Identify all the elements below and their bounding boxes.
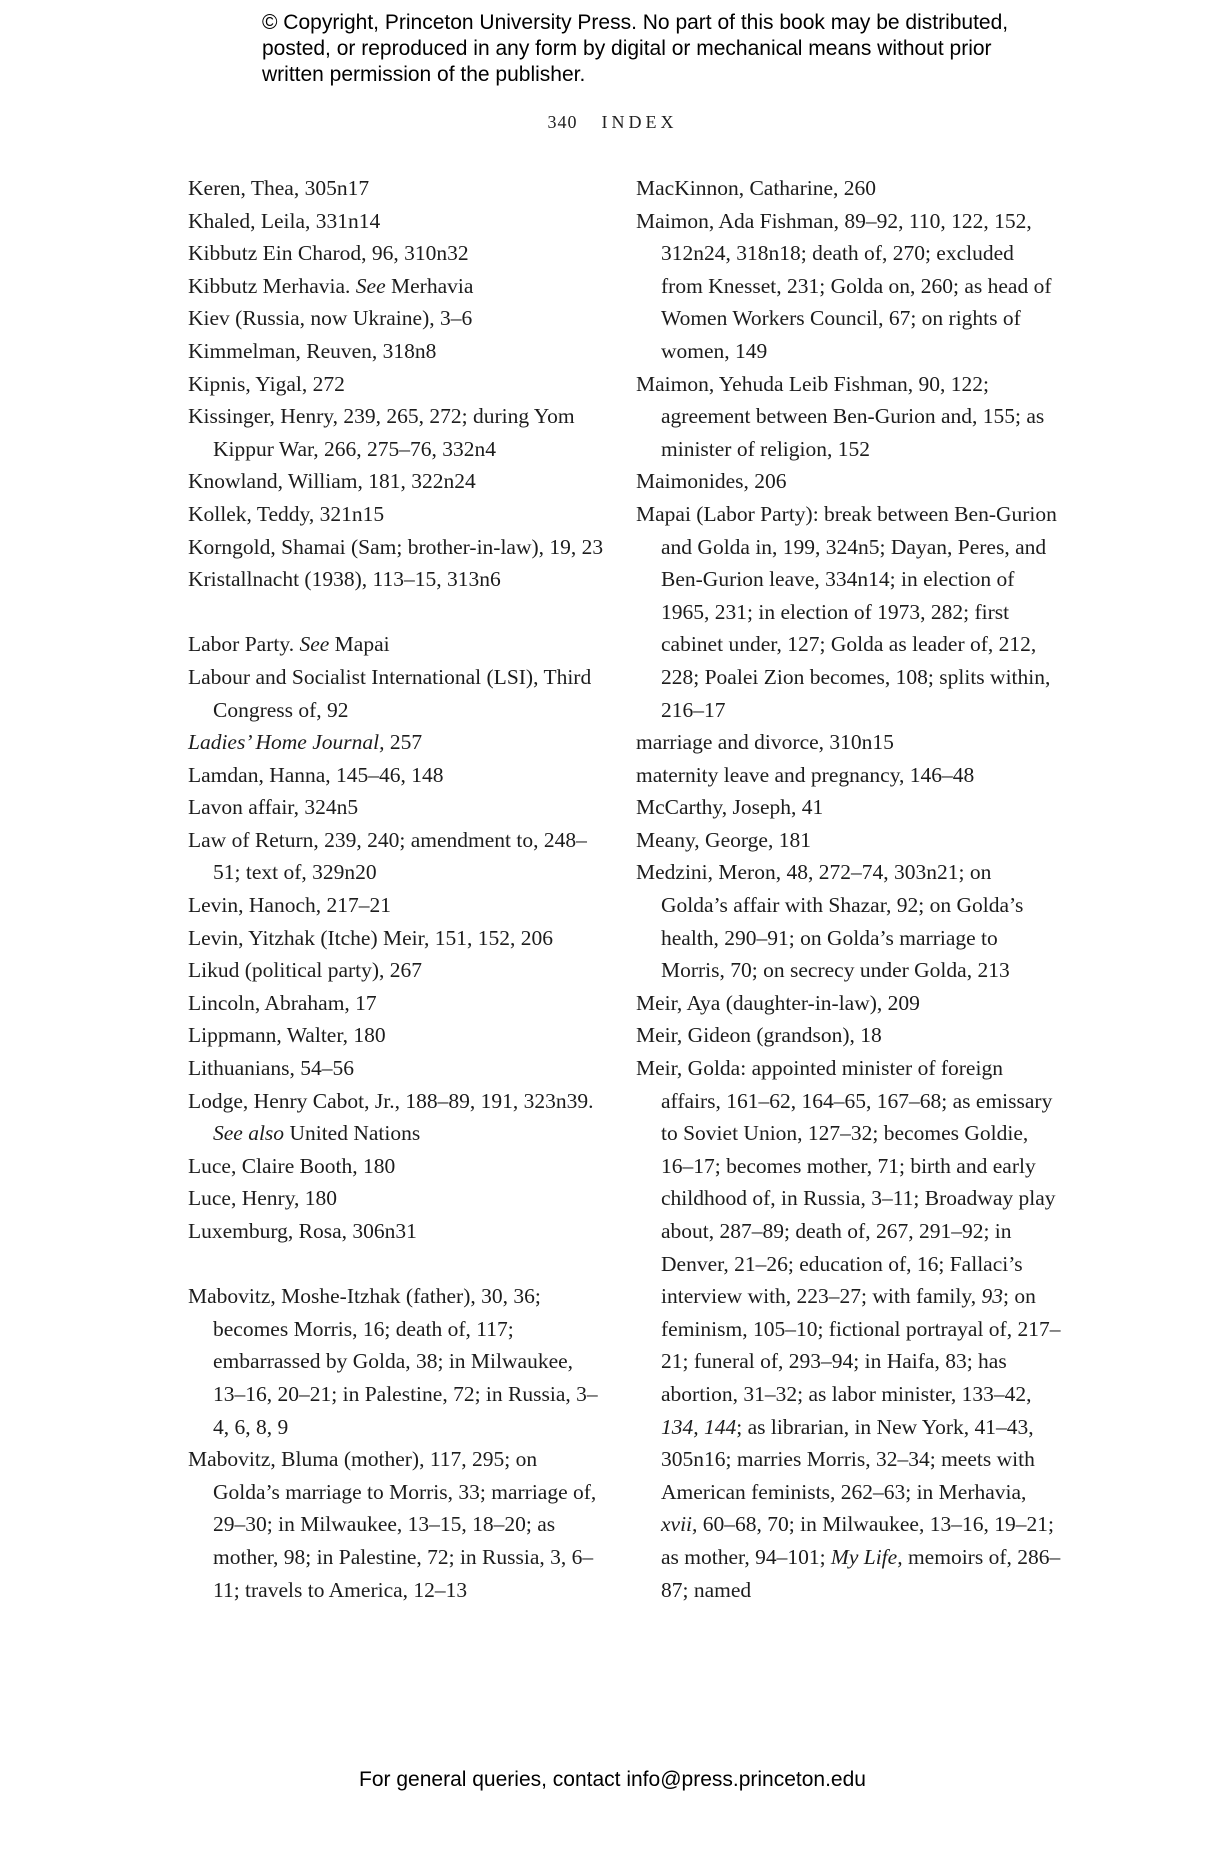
index-entry-text: United Nations — [284, 1121, 421, 1146]
index-entry: Levin, Hanoch, 217–21 — [188, 893, 392, 918]
index-entry: Kollek, Teddy, 321n15 — [188, 501, 385, 526]
index-entry: Luxemburg, Rosa, 306n31 — [188, 1219, 417, 1243]
index-entry: maternity leave and pregnancy, 146–48 — [636, 762, 975, 787]
footer-contact: For general queries, contact info@press.princeton.edu — [359, 1768, 866, 1791]
index-entry-text: Meir, Golda: appointed minister of foreign affairs, 161–62, 164–65, 167–68; as emissary to Soviet Union, 127–32; becomes Goldie, 16–17; becomes mother, 71; birth and early childhood of, in Russia, 3–11; Broadway play about, 287–89; death of, 267, 291–92; in Denver, 21–26; education of, 16; Fallaci’s interview with, 223–27; with family, — [636, 1056, 1056, 1309]
index-column-left — [188, 172, 608, 1606]
index-entry-text: Labor Party. — [188, 632, 300, 657]
index-entry-italic: 134, 144 — [661, 1414, 737, 1439]
index-entry-italic: See — [355, 273, 386, 298]
index-entry-text: ; as librarian, in New York, 41–43, 305n16; marries Morris, 32–34; meets with American feminists, 262–63; in Merhavia, — [661, 1414, 1035, 1504]
index-entry-italic: See also — [213, 1121, 285, 1146]
index-entry: Medzini, Meron, 48, 272–74, 303n21; on Golda’s affair with Shazar, 92; on Golda’s health, 290–91; on Golda’s marriage to Morris, 70; on secrecy under Golda, 213 — [636, 860, 1024, 983]
index-entry: MacKinnon, Catharine, 260 — [636, 176, 877, 200]
index-entry-text: ; on feminism, 105–10; fictional portrayal of, 217–21; funeral of, 293–94; in Haifa, 83; has abortion, 31–32; as labor minister, 133–42, — [661, 1284, 1061, 1406]
index-entry-text: Lodge, Henry Cabot, Jr., 188–89, 191, 323n39. — [188, 1088, 594, 1113]
index-entry: Law of Return, 239, 240; amendment to, 248–51; text of, 329n20 — [188, 827, 587, 885]
index-entry-text: Merhavia — [385, 273, 474, 298]
index-entry: Kimmelman, Reuven, 318n8 — [188, 338, 437, 363]
index-entry — [188, 726, 608, 759]
section-title: INDEX — [601, 112, 678, 132]
index-entry: Khaled, Leila, 331n14 — [188, 208, 381, 233]
index-entry: Labour and Socialist International (LSI), Third Congress of, 92 — [188, 664, 592, 722]
index-entry-text: Kibbutz Merhavia. — [188, 273, 356, 298]
index-entry-italic: See — [299, 632, 330, 657]
index-entry: Luce, Henry, 180 — [188, 1186, 338, 1211]
index-entry — [188, 1085, 608, 1150]
index-entry: Kiev (Russia, now Ukraine), 3–6 — [188, 306, 473, 331]
running-head — [0, 112, 1225, 133]
index-entry: Meir, Gideon (grandson), 18 — [636, 1023, 882, 1048]
index-entry-italic: 93 — [981, 1284, 1003, 1309]
index-entry: marriage and divorce, 310n15 — [636, 730, 894, 755]
page-number: 340 — [547, 112, 578, 132]
index-entry: Mapai (Labor Party): break between Ben-Gurion and Golda in, 199, 324n5; Dayan, Peres, and Ben-Gurion leave, 334n14; in election of 1965, 231; in election of 1973, 282; first cabinet under, 127; Golda as leader of, 212, 228; Poalei Zion becomes, 108; splits within, 216–17 — [636, 501, 1057, 722]
index-entry-text: memoirs of, 286–87; named — [661, 1544, 1061, 1602]
index-entry: Lippmann, Walter, 180 — [188, 1023, 386, 1048]
index-entry: Keren, Thea, 305n17 — [188, 176, 370, 200]
index-entry: Meany, George, 181 — [636, 827, 811, 852]
index-entry: Lithuanians, 54–56 — [188, 1056, 355, 1081]
copyright-notice: © Copyright, Princeton University Press. No part of this book may be distributed, posted, or reproduced in any form by digital or mechanical means without prior written permission of the publisher. — [262, 11, 1009, 86]
section-gap — [188, 596, 608, 629]
index-entry: Lincoln, Abraham, 17 — [188, 990, 377, 1015]
index-entry — [188, 270, 608, 303]
index-column-right — [636, 172, 1061, 1606]
index-entry: Maimonides, 206 — [636, 469, 787, 494]
index-entry: Luce, Claire Booth, 180 — [188, 1153, 396, 1178]
index-entry: Lamdan, Hanna, 145–46, 148 — [188, 762, 444, 787]
index-entry — [188, 628, 608, 661]
index-entry: Levin, Yitzhak (Itche) Meir, 151, 152, 206 — [188, 925, 553, 950]
index-entry: Likud (political party), 267 — [188, 958, 423, 983]
index-entry: Meir, Aya (daughter-in-law), 209 — [636, 990, 920, 1015]
index-entry: Kissinger, Henry, 239, 265, 272; during Yom Kippur War, 266, 275–76, 332n4 — [188, 404, 575, 461]
index-entry: Maimon, Ada Fishman, 89–92, 110, 122, 152, 312n24, 318n18; death of, 270; excluded from Knesset, 231; Golda on, 260; as head of Women Workers Council, 67; on rights of women, 149 — [636, 208, 1052, 363]
index-entry-italic: Ladies’ Home Journal, — [188, 730, 385, 755]
index-entry: Kristallnacht (1938), 113–15, 313n6 — [188, 567, 501, 592]
index-entry-italic: xvii, — [661, 1512, 698, 1537]
index-entry: Maimon, Yehuda Leib Fishman, 90, 122; agreement between Ben-Gurion and, 155; as minister of religion, 152 — [636, 371, 1045, 461]
index-entry: Mabovitz, Moshe-Itzhak (father), 30, 36; becomes Morris, 16; death of, 117; embarrassed by Golda, 38; in Milwaukee, 13–16, 20–21; in Palestine, 72; in Russia, 3–4, 6, 8, 9 — [188, 1284, 598, 1439]
index-entry: Korngold, Shamai (Sam; brother-in-law), 19, 23 — [188, 534, 604, 559]
index-entry-text: Mapai — [329, 632, 390, 657]
index-entry-text: 257 — [384, 730, 423, 755]
index-entry: Kibbutz Ein Charod, 96, 310n32 — [188, 241, 469, 266]
index-entry: Mabovitz, Bluma (mother), 117, 295; on Golda’s marriage to Morris, 33; marriage of, 29–30; in Milwaukee, 13–15, 18–20; as mother, 98; in Palestine, 72; in Russia, 3, 6–11; travels to America, 12–13 — [188, 1447, 597, 1602]
index-entry: Lavon affair, 324n5 — [188, 795, 359, 820]
index-entry — [636, 1052, 1061, 1606]
index-entry-text: 60–68, 70; in Milwaukee, 13–16, 19–21; as mother, 94–101; — [661, 1512, 1054, 1569]
index-entry: Kipnis, Yigal, 272 — [188, 371, 345, 396]
index-entry: McCarthy, Joseph, 41 — [636, 795, 824, 820]
index-entry: Knowland, William, 181, 322n24 — [188, 469, 476, 494]
section-gap — [188, 1248, 608, 1281]
index-entry-italic: My Life, — [830, 1544, 903, 1569]
